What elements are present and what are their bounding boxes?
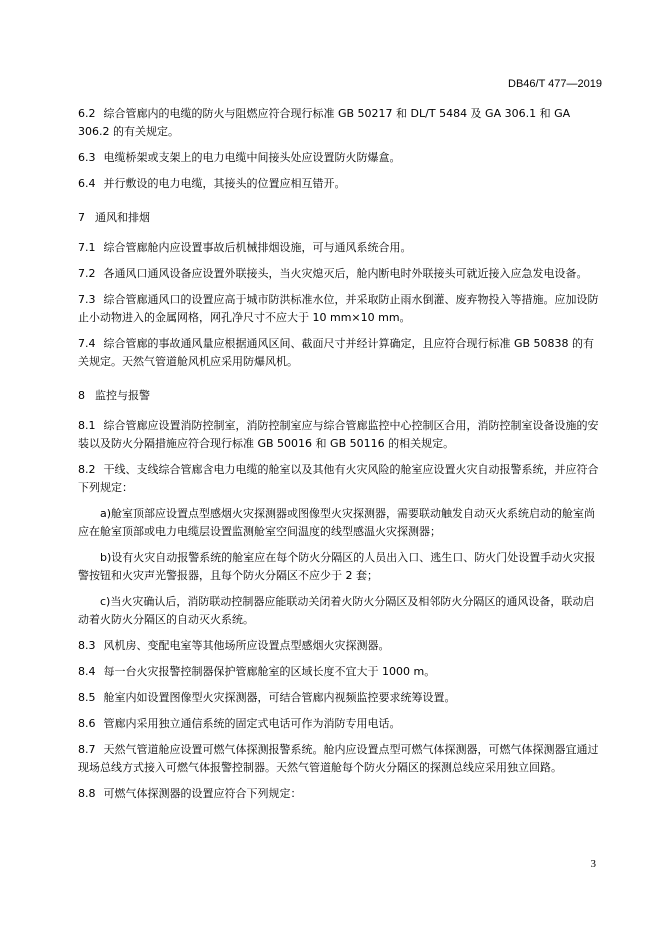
clause-number: 8.8 bbox=[78, 787, 96, 800]
clause-paragraph bbox=[78, 335, 603, 371]
clause-paragraph bbox=[78, 637, 603, 655]
clause-number: 7.2 bbox=[78, 267, 96, 280]
clause-paragraph bbox=[78, 265, 603, 283]
clause-text: 干线、支线综合管廊含电力电缆的舱室以及其他有火灾风险的舱室应设置火灾自动报警系统，并应符合下列规定： bbox=[78, 463, 599, 494]
clause-text: 每一台火灾报警控制器保护管廊舱室的区域长度不宜大于 1000 m。 bbox=[103, 665, 436, 678]
clause-paragraph bbox=[78, 663, 603, 681]
clause-text: 综合管廊内的电缆的防火与阻燃应符合现行标准 GB 50217 和 DL/T 5484 及 GA 306.1 和 GA 306.2 的有关规定。 bbox=[78, 107, 571, 138]
clause-text: 综合管廊舱内应设置事故后机械排烟设施，可与通风系统合用。 bbox=[103, 241, 412, 254]
clause-paragraph bbox=[78, 417, 603, 453]
clause-number: 6.2 bbox=[78, 107, 96, 120]
clause-number: 8.3 bbox=[78, 639, 96, 652]
document-body bbox=[78, 105, 603, 811]
clause-text: 设有火灾自动报警系统的舱室应在每个防火分隔区的人员出入口、逃生口、防火门处设置手动火灾报警按钮和火灾声光警报器，且每个防火分隔区不应少于 2 套； bbox=[78, 551, 596, 582]
clause-number: 6.3 bbox=[78, 151, 96, 164]
clause-number: b) bbox=[100, 551, 112, 564]
clause-number: 8.4 bbox=[78, 665, 96, 678]
clause-number: 7.1 bbox=[78, 241, 96, 254]
clause-number: 8.5 bbox=[78, 691, 96, 704]
clause-number: 8.1 bbox=[78, 419, 96, 432]
clause-paragraph bbox=[78, 785, 603, 803]
clause-paragraph bbox=[78, 461, 603, 497]
clause-number: 8 bbox=[78, 389, 85, 402]
list-item bbox=[78, 549, 603, 585]
clause-text: 并行敷设的电力电缆，其接头的位置应相互错开。 bbox=[103, 177, 346, 190]
document-code: DB46/T 477—2019 bbox=[508, 78, 602, 90]
clause-text: 监控与报警 bbox=[95, 389, 150, 402]
clause-text: 舱室顶部应设置点型感烟火灾探测器或图像型火灾探测器，需要联动触发自动灭火系统启动的舱室尚应在舱室顶部或电力电缆层设置监测舱室空间温度的线型感温火灾探测器； bbox=[78, 507, 596, 538]
clause-number: 7 bbox=[78, 211, 85, 224]
list-item bbox=[78, 593, 603, 629]
clause-text: 管廊内采用独立通信系统的固定式电话可作为消防专用电话。 bbox=[103, 717, 401, 730]
clause-paragraph bbox=[78, 689, 603, 707]
clause-paragraph bbox=[78, 105, 603, 141]
clause-text: 电缆桥架或支架上的电力电缆中间接头处应设置防火防爆盒。 bbox=[103, 151, 401, 164]
clause-text: 综合管廊通风口的设置应高于城市防洪标准水位，并采取防止雨水倒灌、废弃物投入等措施。应加设防止小动物进入的金属网格，网孔净尺寸不应大于 10 mm×10 mm。 bbox=[78, 293, 599, 324]
clause-number: 7.4 bbox=[78, 337, 96, 350]
section-heading bbox=[78, 209, 603, 227]
clause-number: 8.6 bbox=[78, 717, 96, 730]
clause-paragraph bbox=[78, 175, 603, 193]
page-number: 3 bbox=[590, 858, 596, 870]
clause-text: 可燃气体探测器的设置应符合下列规定： bbox=[103, 787, 302, 800]
clause-text: 当火灾确认后，消防联动控制器应能联动关闭着火防火分隔区及相邻防火分隔区的通风设备，联动启动着火防火分隔区的自动灭火系统。 bbox=[78, 595, 595, 626]
clause-number: 8.7 bbox=[78, 743, 96, 756]
clause-paragraph bbox=[78, 291, 603, 327]
clause-text: 各通风口通风设备应设置外联接头，当火灾熄灭后，舱内断电时外联接头可就近接入应急发电设备。 bbox=[103, 267, 588, 280]
clause-text: 综合管廊的事故通风量应根据通风区间、截面尺寸并经计算确定，且应符合现行标准 GB 50838 的有关规定。天然气管道舱风机应采用防爆风机。 bbox=[78, 337, 595, 368]
clause-text: 风机房、变配电室等其他场所应设置点型感烟火灾探测器。 bbox=[103, 639, 390, 652]
clause-paragraph bbox=[78, 715, 603, 733]
clause-number: a) bbox=[100, 507, 112, 520]
clause-number: c) bbox=[100, 595, 111, 608]
clause-number: 7.3 bbox=[78, 293, 96, 306]
clause-text: 天然气管道舱应设置可燃气体探测报警系统。舱内应设置点型可燃气体探测器，可燃气体探测器宜通过现场总线方式接入可燃气体报警控制器。天然气管道舱每个防火分隔区的探测总线应采用独立回路。 bbox=[78, 743, 599, 774]
clause-paragraph bbox=[78, 239, 603, 257]
clause-paragraph bbox=[78, 741, 603, 777]
clause-text: 舱室内如设置图像型火灾探测器，可结合管廊内视频监控要求统筹设置。 bbox=[103, 691, 456, 704]
clause-number: 8.2 bbox=[78, 463, 96, 476]
section-heading bbox=[78, 387, 603, 405]
clause-paragraph bbox=[78, 149, 603, 167]
clause-text: 综合管廊应设置消防控制室，消防控制室应与综合管廊监控中心控制区合用，消防控制室设备设施的安装以及防火分隔措施应符合现行标准 GB 50016 和 GB 50116 的相关规定。 bbox=[78, 419, 599, 450]
clause-text: 通风和排烟 bbox=[95, 211, 150, 224]
clause-number: 6.4 bbox=[78, 177, 96, 190]
list-item bbox=[78, 505, 603, 541]
